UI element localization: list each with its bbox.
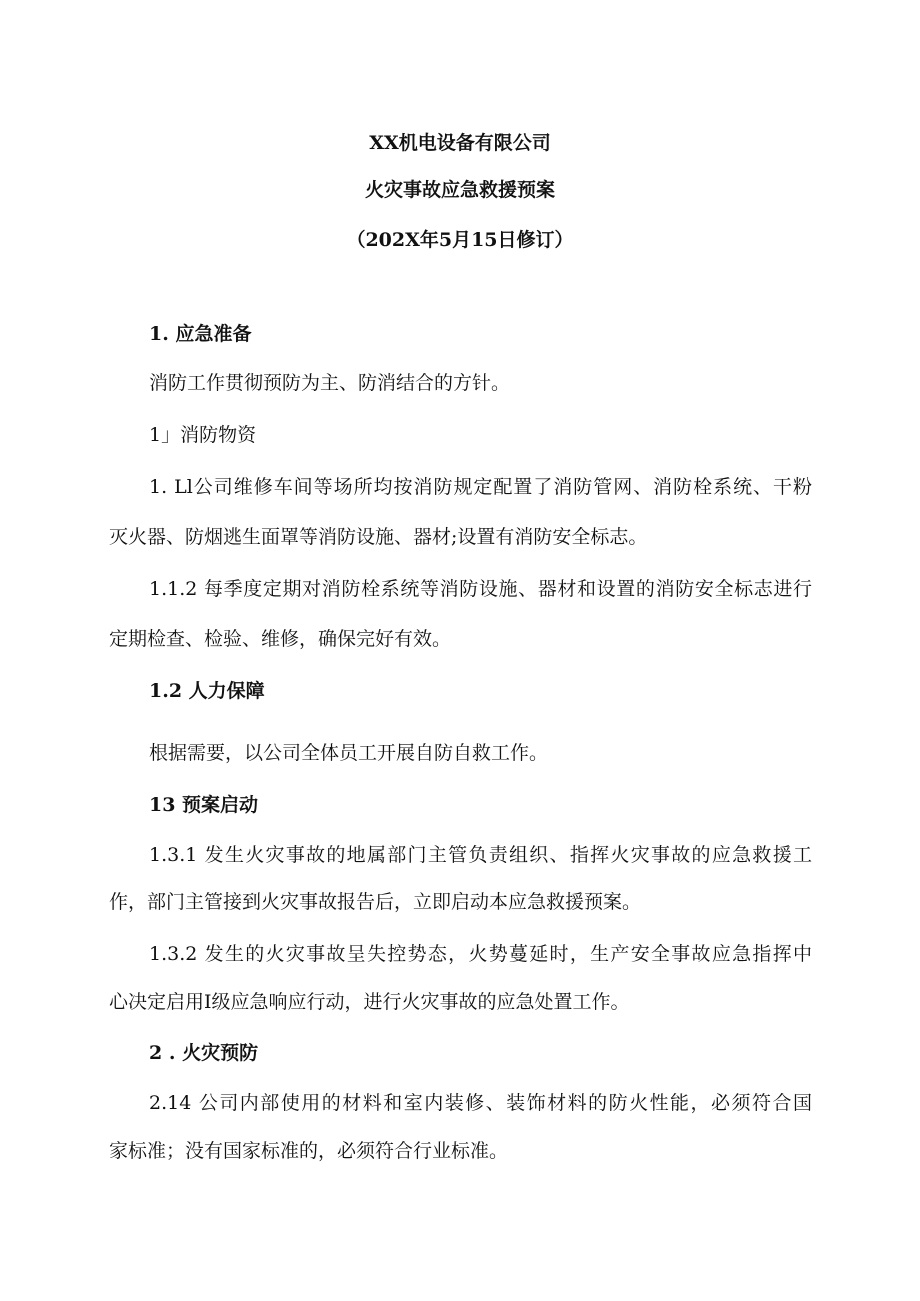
section-1-3-2-line-2: 心决定启用Ⅰ级应急响应行动，进行火灾事故的应急处置工作。 bbox=[109, 991, 630, 1013]
section-2-14-line-1: 2.14 公司内部使用的材料和室内装修、装饰材料的防火性能，必须符合国 bbox=[149, 1092, 812, 1114]
section-1-3-heading: 13 预案启动 bbox=[149, 794, 259, 816]
section-1-2-text: 根据需要，以公司全体员工开展自防自救工作。 bbox=[149, 742, 549, 764]
section-2-14-line-2: 家标准；没有国家标准的，必须符合行业标准。 bbox=[109, 1140, 509, 1162]
revision-date: （202X年5月15日修订） bbox=[346, 229, 574, 251]
section-1-1-1-line-1: 1. Ll公司维修车间等场所均按消防规定配置了消防管网、消防栓系统、干粉 bbox=[149, 476, 812, 498]
section-1-intro: 消防工作贯彻预防为主、防消结合的方针。 bbox=[149, 372, 511, 394]
company-title: XX机电设备有限公司 bbox=[369, 132, 551, 154]
section-1-1-2-line-1: 1.1.2 每季度定期对消防栓系统等消防设施、器材和设置的消防安全标志进行 bbox=[149, 578, 812, 600]
section-1-1-2-line-2: 定期检查、检验、维修，确保完好有效。 bbox=[109, 628, 452, 650]
section-1-heading: 1. 应急准备 bbox=[149, 323, 252, 345]
section-1-2-heading: 1.2 人力保障 bbox=[149, 680, 265, 702]
section-1-3-1-line-2: 作，部门主管接到火灾事故报告后，立即启动本应急救援预案。 bbox=[109, 891, 642, 913]
plan-title: 火灾事故应急救援预案 bbox=[364, 179, 555, 201]
section-1-3-2-line-1: 1.3.2 发生的火灾事故呈失控势态，火势蔓延时，生产安全事故应急指挥中 bbox=[149, 943, 812, 965]
section-1-1-heading: 1」消防物资 bbox=[149, 424, 257, 446]
section-2-heading: 2 . 火灾预防 bbox=[149, 1042, 259, 1064]
section-1-1-1-line-2: 灭火器、防烟逃生面罩等消防设施、器材;设置有消防安全标志。 bbox=[109, 526, 648, 548]
section-1-3-1-line-1: 1.3.1 发生火灾事故的地属部门主管负责组织、指挥火灾事故的应急救援工 bbox=[149, 844, 812, 866]
